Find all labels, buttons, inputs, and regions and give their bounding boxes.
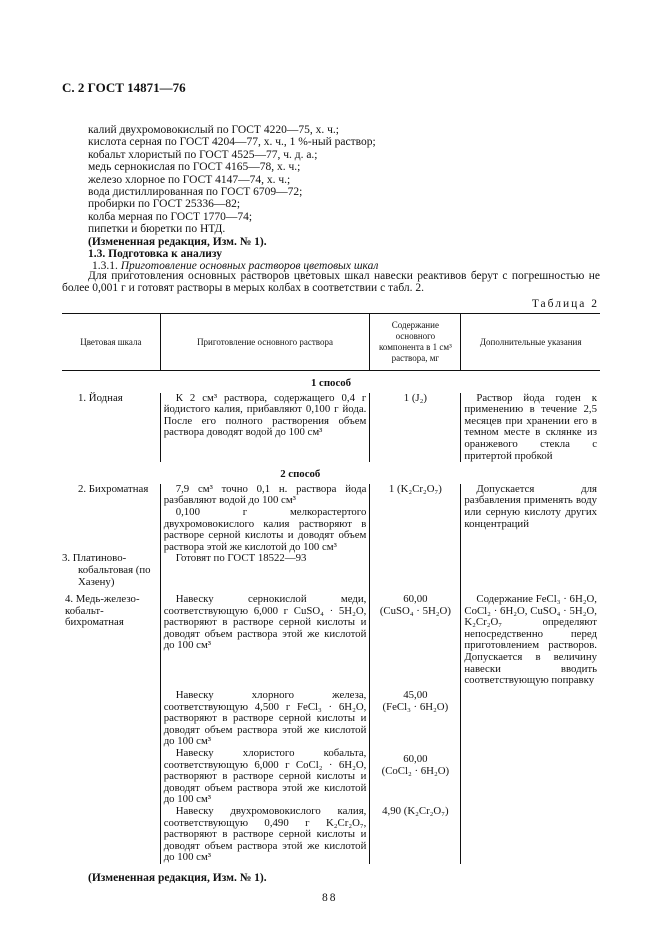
content-formula: (FeCl₃ · 6H₂O) <box>382 700 449 713</box>
content-value: 60,00 <box>403 593 428 606</box>
section-title: 1.3. Подготовка к анализу <box>88 248 223 261</box>
cell-content: 1 (K₂Cr₂O₇) <box>370 484 461 554</box>
prep-text: 0,100 г мелкорастертого двухромовокислого калия растворяют в растворе серной кислоты и доводят объем раствора этой же кислотой до 100 см³ <box>163 505 367 553</box>
cell-prep: Навеску хлорного железа, соответствующую 4,500 г FeCl₃ · 6H₂O, растворяют в растворе серной кислоты и доводят объем раствора этой же кислотой до 100 см³ <box>160 690 370 748</box>
cell-scale: 1. Йодная <box>78 391 123 404</box>
cell-notes: Допускается для разбавления применять воду или серную кислоту других концентраций <box>461 484 600 554</box>
cell-content: 4,90 (K₂Cr₂O₇) <box>370 806 461 864</box>
prep-text: 7,9 см³ точно 0,1 н. раствора йода разбавляют водой до 100 см³ <box>163 482 367 507</box>
list-item: кислота серная по ГОСТ 4204—77, х. ч., 1 %-ный раствор; <box>88 136 376 149</box>
list-item: пипетки и бюретки по НТД. <box>88 223 226 236</box>
cell-content <box>370 748 461 806</box>
cell-prep: Навеску двухромовокислого калия, соответствующую 0,490 г K₂Cr₂O₇, растворяют в растворе серной кислоты и доводят объем раствора этой же кислотой до 100 см³ <box>160 806 370 864</box>
content-value: 45,00 <box>403 689 428 702</box>
table-row <box>62 553 600 588</box>
cell-notes: Содержание FeCl₃ · 6H₂O, CoCl₂ · 6H₂O, CuSO₄ · 5H₂O, K₂Cr₂O₇ определяют непосредственно перед приготовлением растворов. Допускается в величину навески вводить соответствующую поправку <box>461 588 600 690</box>
cell-scale: 3. Платиново-кобальтовая (по Хазену) <box>62 552 151 588</box>
cell-content <box>370 588 461 690</box>
intro-paragraph: Для приготовления основных растворов цветовых шкал навески реактивов берут с погрешностью не более 0,001 г и готовят растворы в мерых колбах в соответствии с табл. 2. <box>62 270 600 295</box>
cell-scale: 4. Медь-железо-кобальт-бихроматная <box>65 593 140 629</box>
amendment-note: (Измененная редакция, Изм. № 1). <box>88 235 267 248</box>
col-header: Приготовление основного раствора <box>160 314 370 371</box>
cell-prep: Навеску сернокислой меди, соответствующую 6,000 г CuSO₄ · 5H₂O, растворяют в растворе серной кислоты и доводят объем раствора этой же кислотой до 100 см³ <box>160 588 370 690</box>
col-header: Дополнительные указания <box>461 314 600 371</box>
list-item: медь сернокислая по ГОСТ 4165—78, х. ч.; <box>88 161 301 174</box>
list-item: колба мерная по ГОСТ 1770—74; <box>88 210 253 223</box>
cell-prep <box>160 484 370 554</box>
table-row <box>62 484 600 554</box>
table-row <box>62 748 600 806</box>
cell-scale: 2. Бихроматная <box>78 482 149 495</box>
cell-content <box>370 690 461 748</box>
cell-prep: Навеску хлористого кобальта, соответствующую 6,000 г CoCl₂ · 6H₂O, растворяют в растворе серной кислоты и доводят объем раствора этой же кислотой до 100 см³ <box>160 748 370 806</box>
col-header: Цветовая шкала <box>62 314 160 371</box>
amendment-note: (Измененная редакция, Изм. № 1). <box>88 872 267 884</box>
content-formula: (CoCl₂ · 6H₂O) <box>381 764 450 777</box>
table-row <box>62 393 600 463</box>
content-value: 60,00 <box>403 753 428 766</box>
list-item: железо хлорное по ГОСТ 4147—74, х. ч.; <box>88 173 291 186</box>
table-2 <box>62 313 600 864</box>
section-label: 1 способ <box>310 377 352 389</box>
list-item: калий двухромовокислый по ГОСТ 4220—75, х. ч.; <box>88 124 339 136</box>
cell-prep: К 2 см³ раствора, содержащего 0,4 г йодистого калия, прибавляют 0,100 г йода. После его полного растворения объем раствора доводят водой до 100 см³ <box>160 393 370 463</box>
table-label: Таблица 2 <box>531 298 599 310</box>
reagent-list <box>88 124 378 273</box>
section-row <box>62 371 600 393</box>
table-row <box>62 588 600 690</box>
list-item: вода дистиллированная по ГОСТ 6709—72; <box>88 186 303 199</box>
cell-notes: Раствор йода годен к применению в течение 2,5 месяцев при хранении его в темном месте в склянке из оранжевого стекла с притертой пробкой <box>461 393 600 463</box>
col-header: Содержание основного компонента в 1 см³ раствора, мг <box>370 314 461 371</box>
subsection-title: Приготовление основных растворов цветовых шкал <box>120 260 379 273</box>
subsection-number: 1.3.1. <box>92 260 118 273</box>
page-header: С. 2 ГОСТ 14871—76 <box>62 80 186 95</box>
page-number: 88 <box>322 892 338 904</box>
table-header-row <box>62 314 600 371</box>
list-item: кобальт хлористый по ГОСТ 4525—77, ч. д. а.; <box>88 148 318 161</box>
table-row <box>62 690 600 748</box>
cell-prep: Готовят по ГОСТ 18522—93 <box>160 553 370 588</box>
section-row <box>62 462 600 484</box>
list-item: пробирки по ГОСТ 25336—82; <box>88 198 241 211</box>
content-formula: (CuSO₄ · 5H₂O) <box>379 604 451 617</box>
cell-content: 1 (J₂) <box>370 393 461 463</box>
section-label: 2 способ <box>280 468 321 481</box>
table-row <box>62 806 600 864</box>
